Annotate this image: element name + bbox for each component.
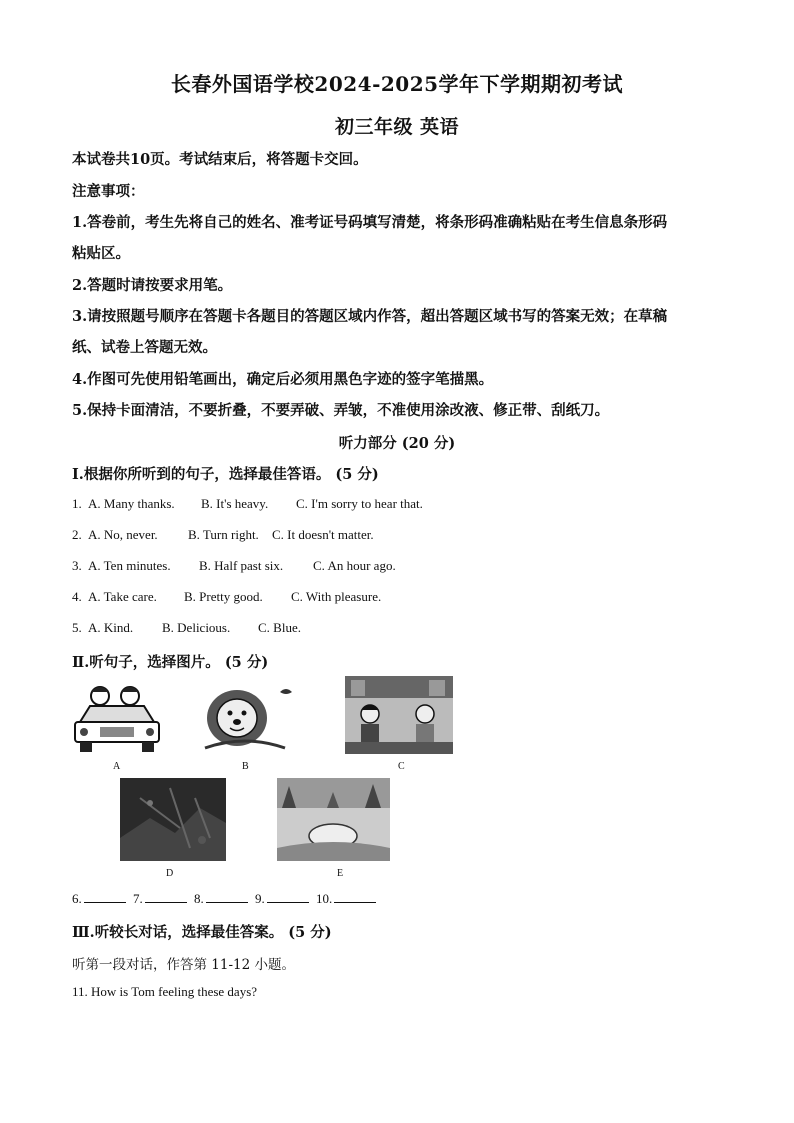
note-1-line-1: 1.答卷前，考生先将自己的姓名、准考证号码填写清楚，将条形码准确粘贴在考生信息条形码: [72, 214, 668, 231]
question-11: 11. How is Tom feeling these days?: [72, 984, 258, 999]
exam-subtitle: 初三年级 英语: [334, 116, 460, 138]
blank-9[interactable]: [267, 890, 309, 903]
question-3: 3. A. Ten minutes. B. Half past six. C. An hour ago.: [72, 558, 396, 573]
notes-heading: 注意事项：: [72, 183, 145, 200]
question-1: 1. A. Many thanks. B. It's heavy. C. I'm sorry to hear that.: [72, 496, 423, 511]
option-a: A. Kind.: [88, 620, 134, 635]
option-b: B. Delicious.: [162, 620, 231, 635]
option-a: A. No, never.: [88, 527, 158, 542]
listening-heading: 听力部分 (20 分): [338, 435, 456, 452]
picture-a-car: [72, 682, 162, 754]
part3-instruction: 听第一段对话，作答第 11-12 小题。: [72, 957, 296, 973]
option-b: B. Pretty good.: [184, 589, 263, 604]
note-5: 5.保持卡面清洁，不要折叠，不要弄破、弄皱，不准使用涂改液、修正带、刮纸刀。: [72, 402, 610, 419]
option-a: A. Many thanks.: [88, 496, 175, 511]
answer-blanks: 6. 7. 8. 9. 10.: [72, 890, 380, 907]
picture-b-label: B: [242, 761, 249, 772]
picture-c-children: [345, 676, 453, 754]
option-b: B. It's heavy.: [201, 496, 269, 511]
question-4: 4. A. Take care. B. Pretty good. C. With pleasure.: [72, 589, 382, 604]
question-2: 2. A. No, never. B. Turn right. C. It doesn't matter.: [72, 527, 374, 542]
blank-8[interactable]: [206, 890, 248, 903]
part1-heading: Ⅰ.根据你所听到的句子，选择最佳答语。 (5 分): [72, 466, 379, 483]
picture-c-label: C: [398, 761, 405, 772]
picture-d-label: D: [166, 868, 174, 879]
note-2: 2.答题时请按要求用笔。: [72, 277, 233, 294]
picture-b-lion: [195, 682, 300, 754]
picture-d-dark-scene: [120, 778, 226, 861]
option-b: B. Turn right.: [188, 527, 259, 542]
option-b: B. Half past six.: [199, 558, 284, 573]
blank-6[interactable]: [84, 890, 126, 903]
option-a: A. Take care.: [88, 589, 157, 604]
note-3-line-1: 3.请按照题号顺序在答题卡各题目的答题区域内作答，超出答题区域书写的答案无效；在草稿: [72, 308, 668, 325]
exam-title: 长春外国语学校2024-2025学年下学期期初考试: [170, 72, 624, 96]
option-c: C. It doesn't matter.: [272, 527, 374, 542]
option-c: C. Blue.: [258, 620, 301, 635]
option-a: A. Ten minutes.: [88, 558, 171, 573]
part3-heading: Ⅲ.听较长对话，选择最佳答案。 (5 分): [72, 924, 332, 941]
option-c: C. I'm sorry to hear that.: [296, 496, 423, 511]
blank-10[interactable]: [334, 890, 376, 903]
option-c: C. An hour ago.: [313, 558, 396, 573]
note-4: 4.作图可先使用铅笔画出，确定后必须用黑色字迹的签字笔描黑。: [72, 371, 494, 388]
part2-heading: Ⅱ.听句子，选择图片。 (5 分): [72, 654, 269, 671]
note-3-line-2: 纸、试卷上答题无效。: [72, 339, 217, 356]
picture-e-label: E: [337, 868, 344, 879]
question-5: 5. A. Kind. B. Delicious. C. Blue.: [72, 620, 301, 635]
picture-a-label: A: [113, 761, 121, 772]
note-1-line-2: 粘贴区。: [72, 245, 130, 262]
picture-e-outdoor-scene: [277, 778, 390, 861]
intro-text: 本试卷共10页。考试结束后，将答题卡交回。: [72, 151, 368, 168]
option-c: C. With pleasure.: [291, 589, 382, 604]
blank-7[interactable]: [145, 890, 187, 903]
